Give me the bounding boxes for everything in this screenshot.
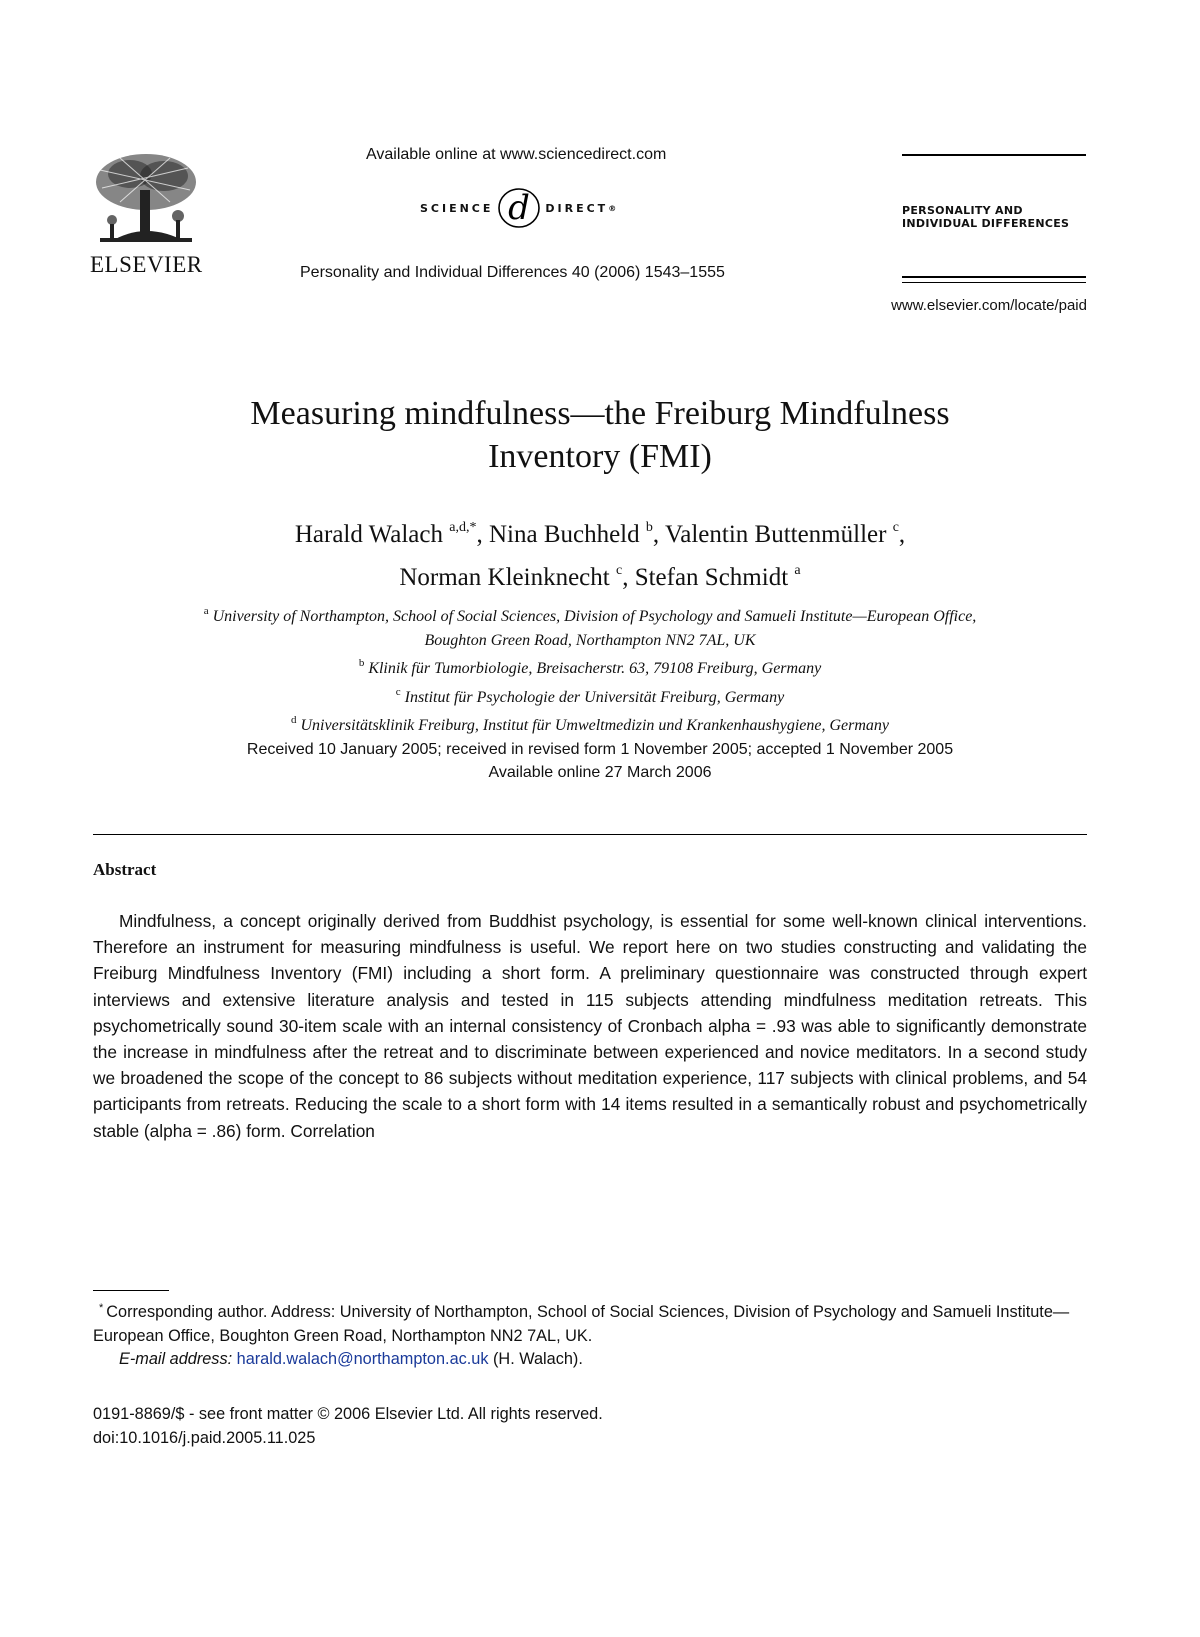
article-title xyxy=(120,392,1080,478)
section-divider xyxy=(93,834,1087,835)
author-line-2: Norman Kleinknecht $^c$, Stefan Schmidt $^a$ xyxy=(399,563,801,591)
author-affiliation-marker: c xyxy=(615,563,623,578)
author-name[interactable]: Harald Walach xyxy=(294,521,443,548)
journal-rule-top xyxy=(902,154,1086,156)
sciencedirect-left: SCIENCE xyxy=(420,201,494,215)
author-affiliation-marker: c xyxy=(892,520,899,535)
email-suffix: (H. Walach). xyxy=(493,1350,583,1368)
received-dates: Received 10 January 2005; received in revised form 1 November 2005; accepted 1 November 2005 xyxy=(246,741,954,758)
copyright-block xyxy=(93,1403,603,1450)
elsevier-wordmark: ELSEVIER xyxy=(90,252,203,277)
sciencedirect-d-icon xyxy=(497,186,541,230)
author-name[interactable]: Norman Kleinknecht xyxy=(399,564,610,591)
author-line-1: Harald Walach $^{a,d,*}$, Nina Buchheld $^b$, Valentin Buttenmüller $^c$, xyxy=(294,520,906,548)
affiliations xyxy=(90,600,1090,738)
footnote-rule xyxy=(93,1290,169,1291)
sciencedirect-mark: ® xyxy=(608,203,620,213)
copyright-text: 0191-8869/$ - see front matter © 2006 Elsevier Ltd. All rights reserved. xyxy=(93,1405,603,1423)
corresponding-author-text: * Corresponding author. Address: University of Northampton, School of Social Sciences, Division of Psychology and Samueli Institute—European Office, Boughton Green Road, Northampton NN2 7AL, UK. xyxy=(93,1302,1070,1345)
available-online-text: Available online at www.sciencedirect.com xyxy=(366,146,667,163)
doi-link[interactable]: doi:10.1016/j.paid.2005.11.025 xyxy=(93,1428,316,1447)
journal-name-line2: INDIVIDUAL DIFFERENCES xyxy=(902,217,1070,230)
affiliation: $^d$ Universitätsklinik Freiburg, Institut für Umweltmedizin und Krankenhaushygiene, Germany xyxy=(290,714,889,734)
affiliation: $^b$ Klinik für Tumorbiologie, Breisacherstr. 63, 79108 Freiburg, Germany xyxy=(358,657,822,677)
email-label: E-mail address: xyxy=(119,1350,233,1368)
article-history xyxy=(120,738,1080,784)
corresponding-author-footnote xyxy=(93,1297,1087,1372)
available-online-date: Available online 27 March 2006 xyxy=(488,764,712,781)
elsevier-logo xyxy=(90,150,208,278)
email-line xyxy=(93,1348,1087,1372)
footnote-marker: * xyxy=(99,1302,104,1314)
journal-rule-bottom-thin xyxy=(902,282,1086,283)
journal-name-line1: PERSONALITY AND xyxy=(902,204,1023,217)
title-line-1: Measuring mindfulness—the Freiburg Mindfulness xyxy=(250,395,950,432)
author-list xyxy=(120,510,1080,596)
abstract-heading: Abstract xyxy=(93,860,157,879)
author-name[interactable]: Valentin Buttenmüller xyxy=(664,521,887,548)
author-affiliation-marker: a,d,* xyxy=(449,520,477,535)
author-affiliation-marker: a xyxy=(794,563,801,578)
abstract-text: Mindfulness, a concept originally derived from Buddhist psychology, is essential for some well-known clinical interventions. Therefore an instrument for measuring mindfulness is useful. We report here on two studies constructing and validating the Freiburg Mindfulness Inventory (FMI) including a short form. A preliminary questionnaire was constructed through expert interviews and extensive literature analysis and tested in 115 subjects attending mindfulness meditation retreats. This psychometrically sound 30-item scale with an internal consistency of Cronbach alpha = .93 was able to significantly demonstrate the increase in mindfulness after the retreat and to discriminate between experienced and novice meditators. In a second study we broadened the scope of the concept to 86 subjects without meditation experience, 117 subjects with clinical problems, and 54 participants from retreats. Reducing the scale to a short form with 14 items resulted in a semantically robust and psychometrically stable (alpha = .86) form. Correlation xyxy=(93,911,1087,1141)
sciencedirect-logo xyxy=(420,183,619,233)
title-line-2: Inventory (FMI) xyxy=(488,438,712,475)
journal-url-link[interactable]: www.elsevier.com/locate/paid xyxy=(891,297,1087,314)
journal-name xyxy=(902,204,1069,230)
affiliation: $^a$ University of Northampton, School of Social Sciences, Division of Psychology and Samueli Institute—European Office, xyxy=(203,605,977,625)
author-affiliation-marker: b xyxy=(645,520,653,535)
journal-rule-bottom xyxy=(902,276,1086,278)
email-link[interactable]: harald.walach@northampton.ac.uk xyxy=(236,1350,489,1368)
affiliation: Boughton Green Road, Northampton NN2 7AL, UK xyxy=(424,631,756,649)
elsevier-tree-icon xyxy=(90,150,202,250)
journal-citation: Personality and Individual Differences 40 (2006) 1543–1555 xyxy=(300,264,725,281)
sciencedirect-right: DIRECT xyxy=(545,201,609,215)
svg-text:d: d xyxy=(508,188,531,228)
author-name[interactable]: Nina Buchheld xyxy=(488,521,640,548)
affiliation: $^c$ Institut für Psychologie der Universität Freiburg, Germany xyxy=(395,685,785,706)
author-name[interactable]: Stefan Schmidt xyxy=(634,564,789,591)
